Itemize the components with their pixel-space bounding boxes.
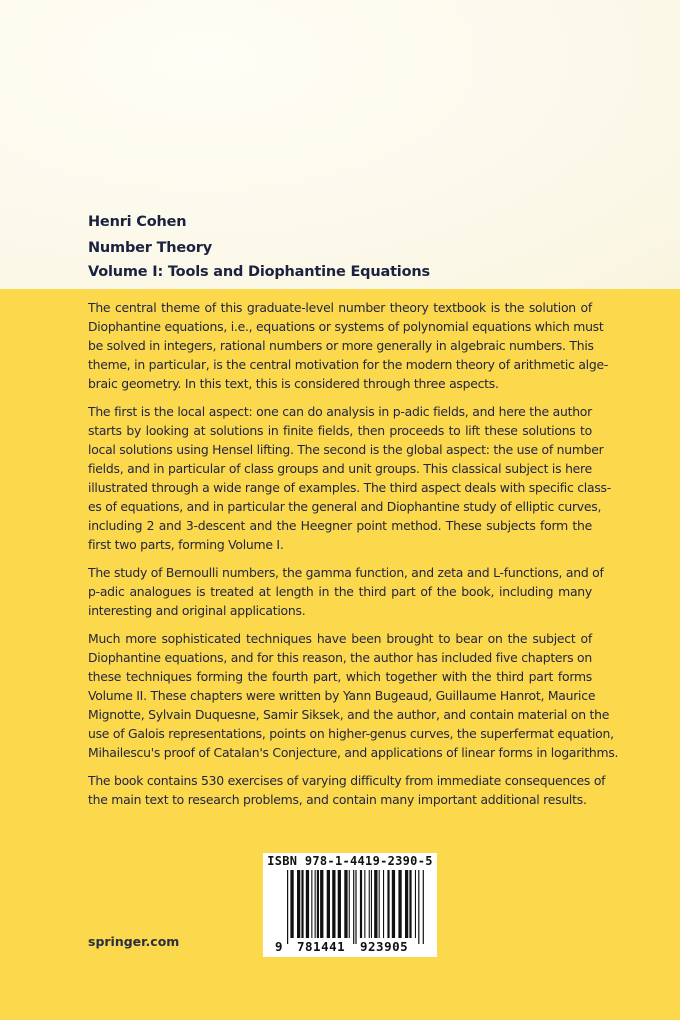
paragraph-line: theme, in particular, is the central motivation for the modern theory of arithmetic alge- <box>88 357 609 372</box>
paragraph-line: starts by looking at solutions in finite fields, then proceeds to lift these solutions to <box>88 423 592 438</box>
barcode-bar <box>387 870 389 938</box>
paragraph-line: The study of Bernoulli numbers, the gamma function, and zeta and L-functions, and of <box>88 565 604 580</box>
barcode-bar <box>383 870 384 938</box>
barcode-bar <box>398 870 401 938</box>
barcode-bar <box>360 870 362 938</box>
barcode-bar <box>344 870 347 938</box>
paragraph-line: these techniques forming the fourth part, which together with the third part forms <box>88 669 592 684</box>
barcode-bar <box>315 870 316 938</box>
paragraph-line: Diophantine equations, and for this reason, the author has included five chapters on <box>88 650 592 665</box>
barcode-bar <box>364 870 365 938</box>
paragraph-line: The first is the local aspect: one can do analysis in p-adic fields, and here the author <box>88 404 592 419</box>
blurb-paragraph <box>88 402 611 554</box>
barcode-bar <box>405 870 408 938</box>
barcode-bar <box>306 870 309 938</box>
paragraph-line: es of equations, and in particular the general and Diophantine study of elliptic curves, <box>88 499 602 514</box>
paragraph-line: Mihailescu's proof of Catalan's Conjecture, and applications of linear forms in logarithms. <box>88 745 619 760</box>
paragraph-line: The central theme of this graduate-level number theory textbook is the solution of <box>88 300 592 315</box>
barcode-bar <box>301 870 303 938</box>
barcode-bar <box>311 870 312 938</box>
paragraph-line: Diophantine equations, i.e., equations or systems of polynomial equations which must <box>88 319 604 334</box>
ean-right-group: 923905 <box>360 939 409 954</box>
paragraph-line: illustrated through a wide range of examples. The third aspect deals with specific class- <box>88 480 611 495</box>
barcode-bar <box>353 870 354 944</box>
isbn-label: ISBN 978-1-4419-2390-5 <box>267 854 433 868</box>
blurb-paragraph <box>88 771 606 809</box>
paragraph-line: fields, and in particular of class groups and unit groups. This classical subject is here <box>88 461 592 476</box>
paragraph-line: interesting and original applications. <box>88 603 306 618</box>
barcode-bar <box>297 870 300 938</box>
isbn-barcode <box>263 853 437 957</box>
barcode-bar <box>327 870 330 938</box>
paragraph-line: local solutions using Hensel lifting. The second is the global aspect: the use of number <box>88 442 604 457</box>
book-subtitle: Volume I: Tools and Diophantine Equations <box>88 264 430 280</box>
barcode-bar <box>320 870 323 938</box>
barcode-bar <box>409 870 411 938</box>
barcode-bar <box>338 870 341 938</box>
paragraph-line: use of Galois representations, points on higher-genus curves, the superfermat equation, <box>88 726 614 741</box>
blurb-paragraph <box>88 629 619 762</box>
paragraph-line: Much more sophisticated techniques have been brought to bear on the subject of <box>88 631 592 646</box>
blurb-text <box>88 298 619 818</box>
barcode-bar <box>332 870 335 938</box>
barcode-bar <box>379 870 380 938</box>
paragraph-line: the main text to research problems, and contain many important additional results. <box>88 792 587 807</box>
barcode-bar <box>418 870 419 944</box>
blurb-paragraph <box>88 298 609 393</box>
ean-first-digit: 9 <box>275 939 283 954</box>
barcode-bar <box>355 870 356 944</box>
book-title: Number Theory <box>88 240 212 256</box>
barcode-bar <box>392 870 395 938</box>
barcode-bar <box>371 870 372 938</box>
paragraph-line: Volume II. These chapters were written by Yann Bugeaud, Guillaume Hanrot, Maurice <box>88 688 596 703</box>
barcode-bar <box>287 870 288 944</box>
ean-left-group: 781441 <box>297 939 346 954</box>
barcode-bar <box>290 870 293 938</box>
barcode-bar <box>349 870 350 938</box>
paragraph-line: The book contains 530 exercises of varying difficulty from immediate consequences of <box>88 773 606 788</box>
barcode-bar <box>317 870 319 938</box>
paragraph-line: braic geometry. In this text, this is considered through three aspects. <box>88 376 499 391</box>
blurb-paragraph <box>88 563 604 620</box>
barcode-bars <box>263 853 437 957</box>
paragraph-line: Mignotte, Sylvain Duquesne, Samir Siksek, and the author, and contain material on the <box>88 707 610 722</box>
barcode-bar <box>374 870 377 938</box>
paragraph-line: be solved in integers, rational numbers or more generally in algebraic numbers. This <box>88 338 594 353</box>
paragraph-line: p-adic analogues is treated at length in the third part of the book, including many <box>88 584 592 599</box>
barcode-bar <box>369 870 370 938</box>
paragraph-line: first two parts, forming Volume I. <box>88 537 284 552</box>
paragraph-line: including 2 and 3-descent and the Heegner point method. These subjects form the <box>88 518 592 533</box>
barcode-bar <box>415 870 416 938</box>
barcode-bar <box>423 870 424 944</box>
author-name: Henri Cohen <box>88 214 187 230</box>
publisher-website: springer.com <box>88 934 180 949</box>
